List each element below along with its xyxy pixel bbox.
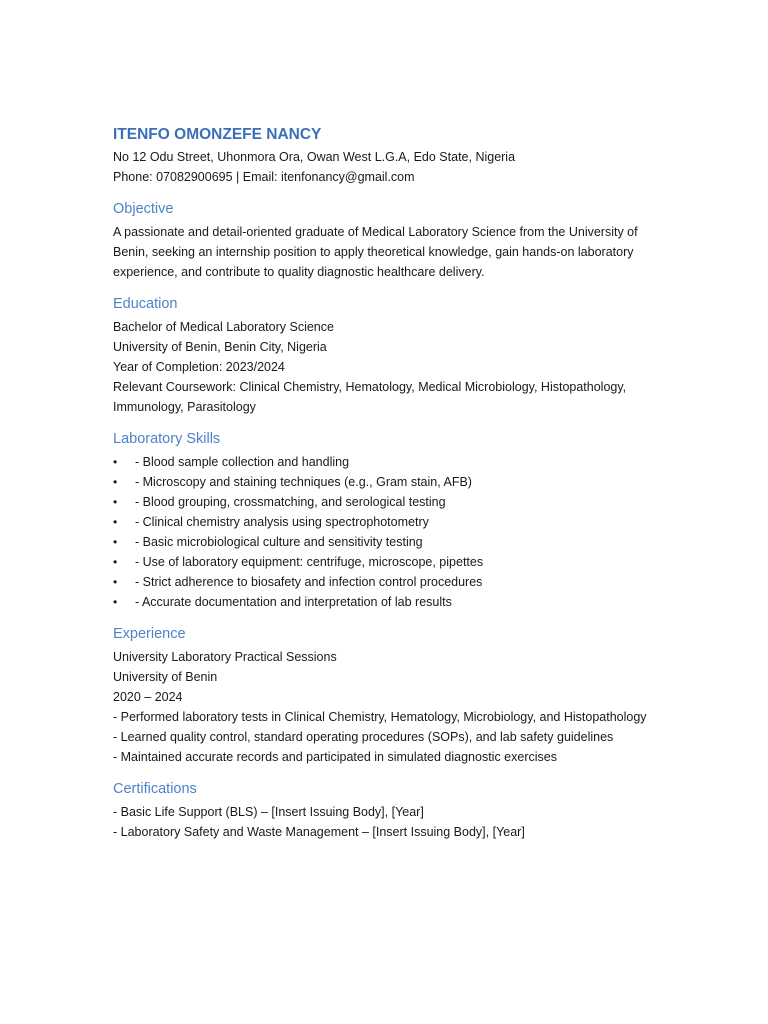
skill-text: - Strict adherence to biosafety and infection control procedures — [135, 575, 483, 589]
experience-point: - Performed laboratory tests in Clinical Chemistry, Hematology, Microbiology, and Histopathology — [113, 710, 647, 724]
bullet-icon: • — [113, 515, 118, 529]
skill-text: - Microscopy and staining techniques (e.g., Gram stain, AFB) — [135, 475, 472, 489]
bullet-icon: • — [113, 555, 118, 569]
certification-item: - Laboratory Safety and Waste Management – [Insert Issuing Body], [Year] — [113, 825, 525, 839]
education-coursework: Relevant Coursework: Clinical Chemistry, Hematology, Medical Microbiology, Histopathology, Immunology, Parasitology — [113, 380, 627, 414]
bullet-icon: • — [113, 575, 118, 589]
certification-item: - Basic Life Support (BLS) – [Insert Issuing Body], [Year] — [113, 805, 424, 819]
experience-heading: Experience — [113, 626, 186, 642]
skill-text: - Use of laboratory equipment: centrifuge, microscope, pipettes — [135, 555, 484, 569]
bullet-icon: • — [113, 455, 118, 469]
contact-line: Phone: 07082900695 | Email: itenfonancy@gmail.com — [113, 170, 415, 184]
skills-heading: Laboratory Skills — [113, 431, 221, 447]
list-item — [113, 592, 673, 612]
list-item — [113, 492, 673, 512]
experience-role: University Laboratory Practical Sessions — [113, 650, 337, 664]
certifications-heading: Certifications — [113, 781, 197, 797]
skills-list — [113, 452, 673, 612]
education-degree: Bachelor of Medical Laboratory Science — [113, 320, 334, 334]
objective-text: A passionate and detail-oriented graduate of Medical Laboratory Science from the University of Benin, seeking an internship position to apply theoretical knowledge, gain hands-on laboratory experience, and contribute to quality diagnostic healthcare delivery. — [113, 225, 638, 279]
bullet-icon: • — [113, 535, 118, 549]
experience-point: - Learned quality control, standard operating procedures (SOPs), and lab safety guidelines — [113, 730, 614, 744]
list-item — [113, 532, 673, 552]
skill-text: - Clinical chemistry analysis using spectrophotometry — [135, 515, 429, 529]
education-school: University of Benin, Benin City, Nigeria — [113, 340, 327, 354]
bullet-icon: • — [113, 495, 118, 509]
list-item — [113, 572, 673, 592]
skill-text: - Basic microbiological culture and sensitivity testing — [135, 535, 423, 549]
list-item — [113, 452, 673, 472]
address-line: No 12 Odu Street, Uhonmora Ora, Owan West L.G.A, Edo State, Nigeria — [113, 150, 516, 164]
experience-dates: 2020 – 2024 — [113, 690, 183, 704]
skill-text: - Accurate documentation and interpretation of lab results — [135, 595, 452, 609]
resume-document — [113, 125, 673, 842]
candidate-name: ITENFO OMONZEFE NANCY — [113, 126, 322, 143]
list-item — [113, 552, 673, 572]
education-heading: Education — [113, 296, 178, 312]
experience-point: - Maintained accurate records and participated in simulated diagnostic exercises — [113, 750, 557, 764]
objective-heading: Objective — [113, 201, 174, 217]
bullet-icon: • — [113, 595, 118, 609]
skill-text: - Blood sample collection and handling — [135, 455, 350, 469]
experience-org: University of Benin — [113, 670, 218, 684]
education-completion: Year of Completion: 2023/2024 — [113, 360, 285, 374]
skill-text: - Blood grouping, crossmatching, and serological testing — [135, 495, 446, 509]
list-item — [113, 472, 673, 492]
list-item — [113, 512, 673, 532]
bullet-icon: • — [113, 475, 118, 489]
